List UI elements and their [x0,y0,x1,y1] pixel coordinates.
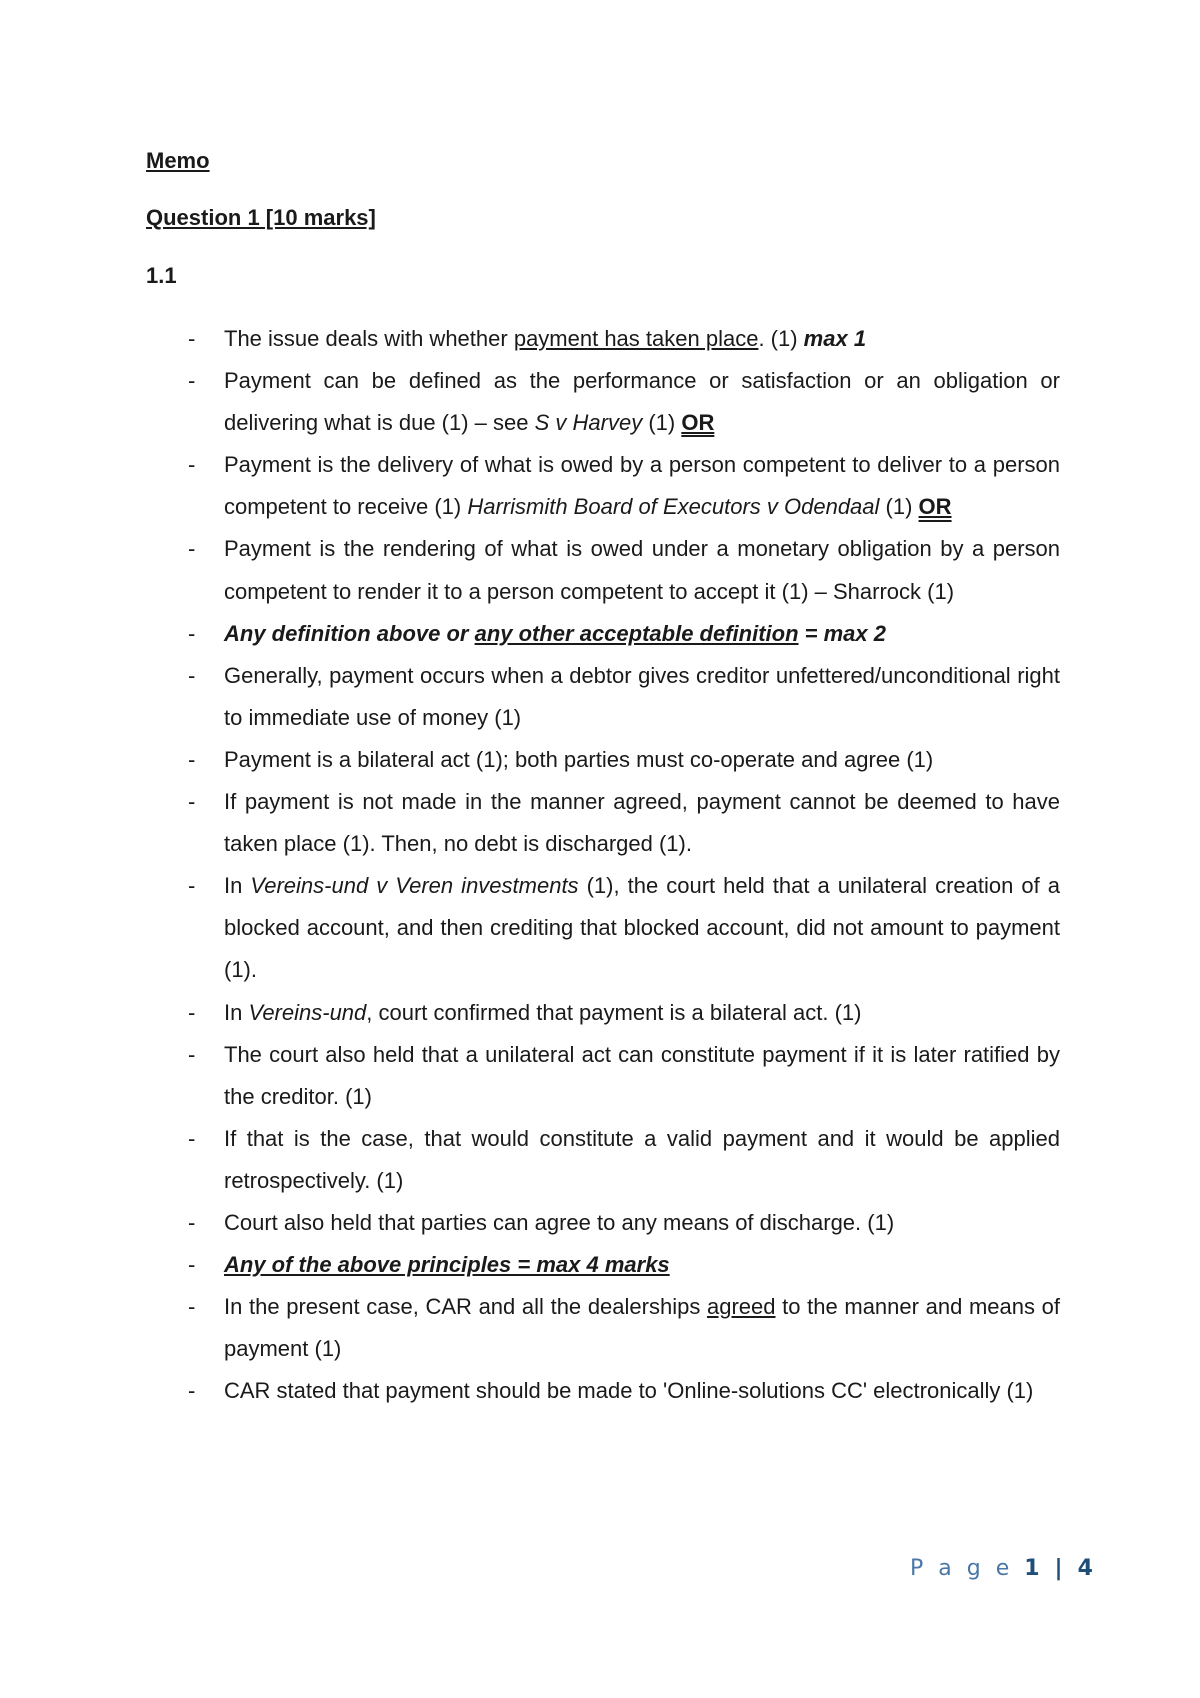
total-pages: 4 [1077,1556,1097,1581]
item-text-segment: Harrismith Board of Executors v Odendaal [467,494,880,520]
item-text-segment: Payment is a bilateral act (1); both parties must co-operate and agree (1) [224,746,934,772]
page-separator: | [1054,1556,1067,1581]
item-text-segment: The court also held that a unilateral act can constitute payment if it is later ratified by the creditor. (1) [224,1041,1060,1109]
list-item [224,865,1060,991]
list-item [224,1118,1060,1202]
item-text-segment: CAR stated that payment should be made to 'Online-solutions CC' electronically (1) [224,1378,1034,1404]
item-text-segment: max 1 [803,326,867,351]
item-text-segment: (1), the court held that a unilateral creation of a blocked account, and then crediting that blocked account, did not amount to payment (1). [224,873,1060,983]
list-item [224,1244,1060,1286]
item-text-segment: Generally, payment occurs when a debtor gives creditor unfettered/unconditional right to immediate use of money (1) [224,662,1060,730]
page-footer [910,1556,1097,1581]
list-item [224,655,1060,739]
list-item [224,1034,1060,1118]
item-text-segment: S v Harvey [534,410,643,436]
list-item [224,444,1060,528]
list-item [224,1370,1060,1412]
item-text-segment: Any definition above or [224,620,475,646]
item-text-segment: (1) [642,410,682,436]
item-text-segment: = max 2 [798,620,886,646]
item-text-segment: In [224,873,251,899]
item-text-segment: In the present case, CAR and all the dealerships [224,1294,707,1320]
item-text-segment: Any of the above principles = max 4 marks [224,1252,670,1278]
list-item [224,781,1060,865]
item-text-segment: Payment can be defined as the performance or satisfaction or an obligation or delivering what is due (1) – see [224,368,1060,436]
memo-title: Memo [146,148,210,173]
list-item [224,528,1060,612]
question-heading: Question 1 [10 marks] [146,205,376,230]
list-item [224,613,1060,655]
item-text-segment: Vereins-und [248,999,367,1025]
list-item [224,1202,1060,1244]
list-item [224,1286,1060,1370]
item-text-segment: . (1) [758,326,804,351]
list-item [224,360,1060,444]
item-text-segment: OR [918,494,952,520]
item-text-segment: If that is the case, that would constitute a valid payment and it would be applied retrospectively. (1) [224,1125,1060,1193]
item-text-segment: to the manner and means of payment (1) [224,1294,1060,1362]
item-text-segment: Payment is the rendering of what is owed under a monetary obligation by a person competent to render it to a person competent to accept it (1) – Sharrock (1) [224,536,1060,604]
item-text-segment: OR [681,410,715,436]
page-number: 1 [1024,1556,1044,1581]
item-text-segment: agreed [706,1294,776,1320]
item-text-segment: If payment is not made in the manner agreed, payment cannot be deemed to have taken place (1). Then, no debt is discharged (1). [224,789,1060,857]
list-item [224,739,1060,781]
list-item [224,318,1060,360]
item-text-segment: , court confirmed that payment is a bilateral act. (1) [366,999,862,1025]
item-text-segment: any other acceptable definition [474,620,799,646]
page-label: P a g e [910,1556,1014,1581]
item-text-segment: payment has taken place [513,326,759,351]
answer-list [0,318,1200,1412]
item-text-segment: (1) [879,494,919,520]
item-text-segment: Payment is the delivery of what is owed by a person competent to deliver to a person competent to receive (1) [224,452,1060,520]
item-text-segment: The issue deals with whether [224,326,514,351]
item-text-segment: In [224,999,249,1025]
item-text-segment: Court also held that parties can agree to any means of discharge. (1) [224,1209,895,1235]
item-text-segment: Vereins-und v Veren investments [250,873,579,899]
subsection-number: 1.1 [146,263,177,288]
list-item [224,992,1060,1034]
